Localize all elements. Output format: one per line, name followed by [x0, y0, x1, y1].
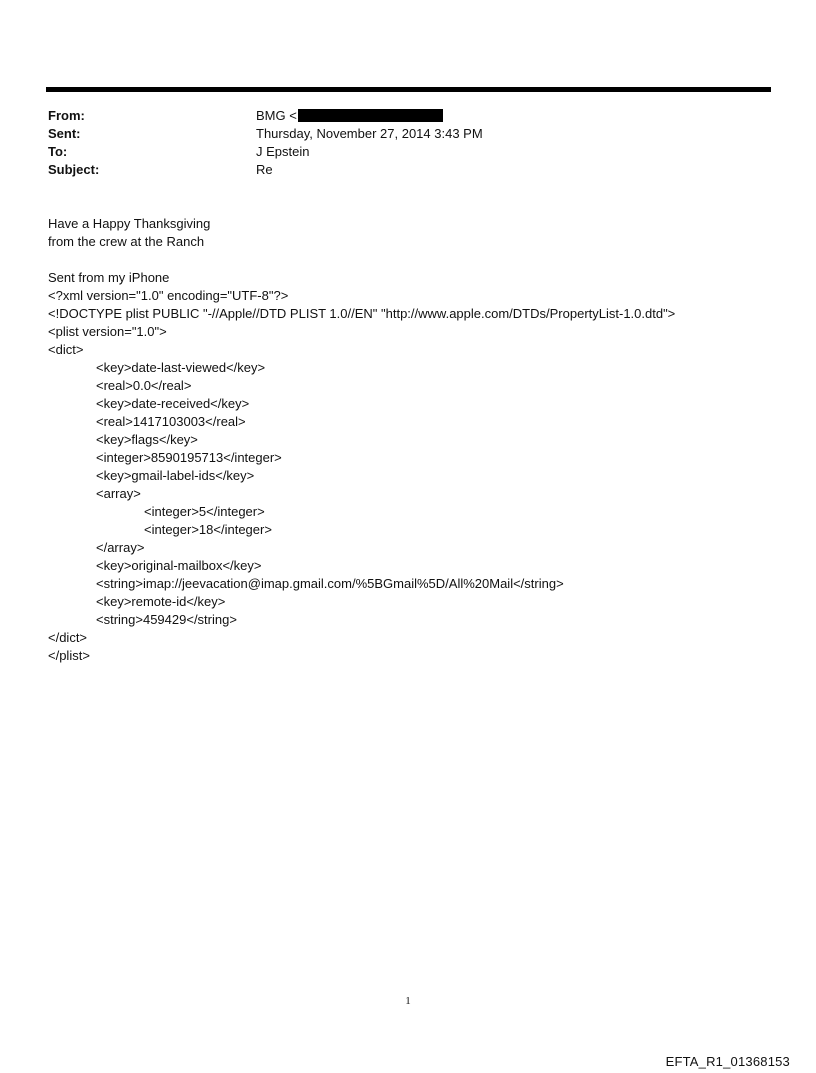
subject-value: Re [256, 162, 273, 177]
signature-line: Sent from my iPhone [48, 270, 170, 285]
plist-line: <array> [96, 486, 141, 501]
subject-label: Subject: [48, 162, 100, 177]
plist-line: <key>remote-id</key> [96, 594, 226, 609]
plist-line: <dict> [48, 342, 84, 357]
blank-line [48, 251, 778, 269]
plist-line: <real>0.0</real> [96, 378, 192, 393]
plist-line: <string>imap://jeevacation@imap.gmail.com/%5BGmail%5D/All%20Mail</string> [96, 576, 564, 591]
sent-row [48, 125, 768, 143]
plist-line: <?xml version="1.0" encoding="UTF-8"?> [48, 288, 289, 303]
plist-line: <key>flags</key> [96, 432, 198, 447]
plist-line: <string>459429</string> [96, 612, 237, 627]
from-row [48, 107, 768, 125]
message-line: Have a Happy Thanksgiving [48, 216, 211, 231]
plist-line: <real>1417103003</real> [96, 414, 246, 429]
message-line: from the crew at the Ranch [48, 234, 205, 249]
page-number: 1 [405, 995, 411, 1007]
plist-line: <!DOCTYPE plist PUBLIC "-//Apple//DTD PLIST 1.0//EN" "http://www.apple.com/DTDs/PropertyList-1.0.dtd"> [48, 306, 676, 321]
plist-line: </dict> [48, 630, 88, 645]
plist-line: </plist> [48, 648, 90, 663]
sent-label: Sent: [48, 126, 81, 141]
bates-number: EFTA_R1_01368153 [665, 1054, 790, 1069]
sent-value: Thursday, November 27, 2014 3:43 PM [256, 126, 483, 141]
plist-line: <key>gmail-label-ids</key> [96, 468, 255, 483]
plist-line: <key>date-received</key> [96, 396, 250, 411]
email-body [48, 215, 778, 665]
plist-line: <integer>8590195713</integer> [96, 450, 282, 465]
plist-line: <integer>18</integer> [144, 522, 272, 537]
to-row [48, 143, 768, 161]
plist-line: <integer>5</integer> [144, 504, 265, 519]
plist-line: <key>original-mailbox</key> [96, 558, 262, 573]
header-divider [46, 87, 771, 92]
subject-row [48, 161, 768, 179]
from-value [256, 107, 443, 125]
redaction-block [298, 109, 443, 122]
plist-line: <key>date-last-viewed</key> [96, 360, 266, 375]
to-label: To: [48, 144, 68, 159]
from-value-text: BMG < [256, 108, 297, 123]
to-value: J Epstein [256, 144, 310, 159]
email-header [48, 107, 768, 179]
plist-line: </array> [96, 540, 145, 555]
from-label: From: [48, 108, 85, 123]
plist-line: <plist version="1.0"> [48, 324, 167, 339]
